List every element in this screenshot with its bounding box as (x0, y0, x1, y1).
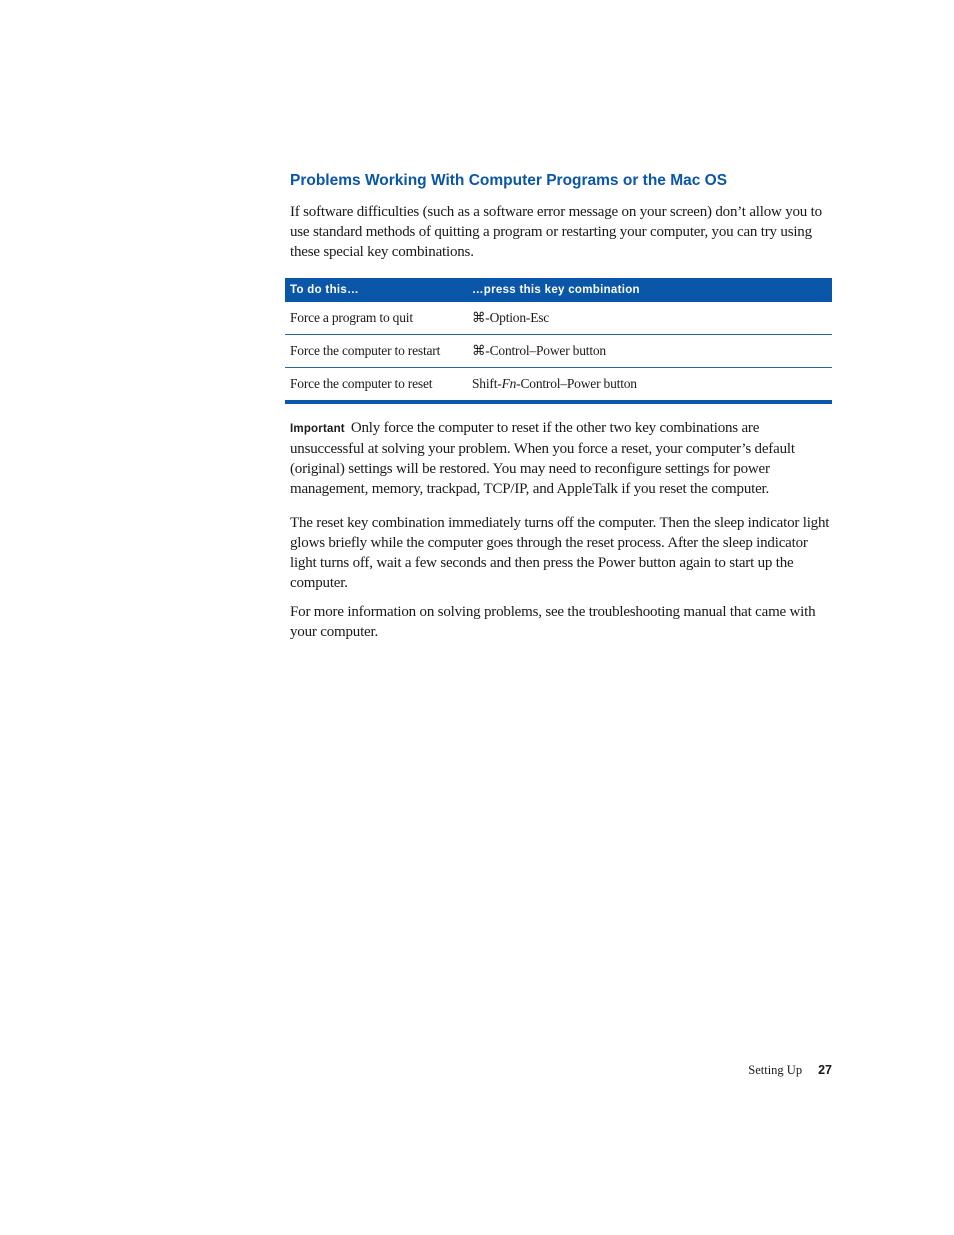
table-header-row (285, 278, 832, 302)
intro-paragraph: If software difficulties (such as a software error message on your screen) don’t allow you to use standard methods of quitting a program or restarting your computer, you can try using these special key combinations. (290, 204, 822, 260)
keys-prefix: Shift- (472, 376, 502, 391)
table-cell-action: Force a program to quit (285, 302, 468, 335)
footer-section-name: Setting Up (748, 1063, 803, 1077)
table-cell-keys: ⌘-Control–Power button (468, 335, 832, 368)
more-info-paragraph: For more information on solving problems, see the troubleshooting manual that came with your computer. (290, 604, 816, 640)
section-heading: Problems Working With Computer Programs or the Mac OS (290, 172, 728, 189)
keys-fn: Fn (501, 376, 517, 391)
page-number: 27 (818, 1063, 832, 1077)
important-text: Only force the computer to reset if the other two key combinations are unsuccessful at solving your problem. When you force a reset, your computer’s default (original) settings will be restored. You may need to reconfigure settings for power management, memory, trackpad, TCP/IP, and AppleTalk if you reset the computer. (290, 420, 795, 497)
important-note (290, 418, 835, 499)
important-label: Important (290, 423, 345, 435)
table-cell-action: Force the computer to reset (285, 368, 468, 403)
keys-suffix: -Control–Power button (516, 376, 637, 391)
table-cell-keys (468, 368, 832, 403)
table-header-keys: …press this key combination (468, 278, 832, 302)
table-row (285, 335, 832, 368)
table-cell-keys: ⌘-Option-Esc (468, 302, 832, 335)
table-row (285, 302, 832, 335)
table-cell-action: Force the computer to restart (285, 335, 468, 368)
key-combination-table (285, 278, 832, 404)
table-row (285, 368, 832, 403)
reset-paragraph: The reset key combination immediately turns off the computer. Then the sleep indicator light glows briefly while the computer goes through the reset process. After the sleep indicator light turns off, wait a few seconds and then press the Power button again to start up the computer. (290, 515, 830, 591)
page-footer (748, 1063, 832, 1078)
table-header-action: To do this… (285, 278, 468, 302)
